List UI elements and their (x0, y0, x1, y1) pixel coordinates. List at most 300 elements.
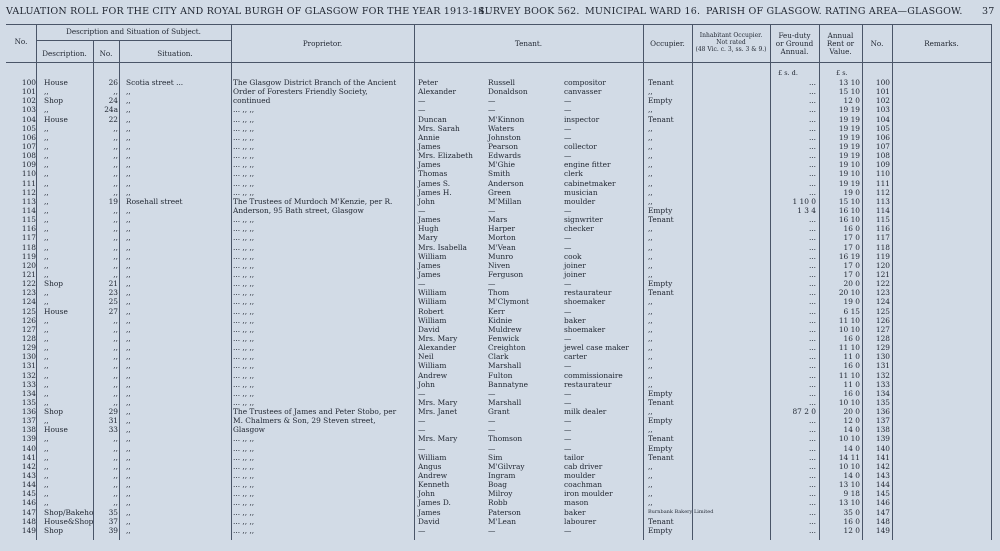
tenant-occupation: restaurateur (564, 288, 612, 298)
row-number-right: 100 (875, 78, 890, 87)
street-number: ,, (113, 151, 118, 161)
feu-duty: ... (808, 315, 816, 325)
tenant-occupation: compositor (564, 78, 606, 87)
tenant-surname: Green (488, 187, 511, 197)
tenant-first-name: Duncan (418, 114, 447, 124)
table-row (6, 416, 992, 425)
row-number-right: 142 (875, 461, 890, 471)
municipal-ward: MUNICIPAL WARD 16. (585, 6, 701, 17)
street-number: ,, (113, 215, 118, 225)
row-number: 117 (21, 233, 36, 243)
table-row (6, 179, 992, 188)
row-number: 138 (21, 425, 36, 435)
row-number-right: 121 (875, 269, 890, 279)
description: House (44, 114, 68, 124)
row-number: 110 (21, 169, 36, 179)
description: ,, (44, 132, 49, 142)
annual-rent: 13 10 (838, 480, 860, 490)
feu-duty: ... (808, 224, 816, 234)
table-row (6, 389, 992, 398)
feu-duty: ... (808, 96, 816, 106)
description: House (44, 306, 68, 316)
tenant-first-name: James (418, 141, 441, 151)
tenant-surname: M'Kinnon (488, 114, 525, 124)
feu-duty: ... (808, 288, 816, 298)
feu-duty: ... (808, 434, 816, 444)
tenant-occupation: — (564, 434, 572, 444)
col-description: Description. (42, 49, 87, 58)
situation: ,, (126, 105, 131, 115)
feu-duty: ... (808, 141, 816, 151)
feu-duty: ... (808, 379, 816, 389)
proprietor: ... ,, ,, (233, 233, 255, 243)
tenant-first-name: Mrs. Isabella (418, 242, 467, 252)
table-row (6, 96, 992, 105)
occupier: ,, (648, 132, 653, 142)
tenant-surname: Thomson (488, 434, 523, 444)
tenant-occupation: — (564, 151, 572, 161)
annual-rent: 19 19 (838, 114, 860, 124)
annual-rent: 17 0 (843, 233, 860, 243)
survey-book: SURVEY BOOK 562. (478, 6, 580, 17)
tenant-first-name: James (418, 260, 441, 270)
tenant-first-name: Mrs. Elizabeth (418, 151, 473, 161)
tenant-surname: Boag (488, 480, 508, 490)
tenant-occupation: — (564, 333, 572, 343)
tenant-first-name: John (418, 489, 435, 499)
tenant-surname: Kidnie (488, 315, 513, 325)
description: ,, (44, 169, 49, 179)
row-number: 132 (21, 370, 36, 380)
street-number: 31 (108, 416, 118, 426)
proprietor: ... ,, ,, (233, 114, 255, 124)
row-number: 139 (21, 434, 36, 444)
situation: ,, (126, 87, 131, 97)
street-number: ,, (113, 233, 118, 243)
feu-duty: ... (808, 516, 816, 526)
col-proprietor: Proprietor. (302, 39, 343, 48)
situation: ,, (126, 507, 131, 517)
table-row (6, 160, 992, 169)
table-row (6, 508, 992, 517)
table-row (6, 398, 992, 407)
table-row (6, 480, 992, 489)
tenant-first-name: Alexander (418, 87, 457, 97)
description: ,, (44, 324, 49, 334)
tenant-first-name: James (418, 507, 441, 517)
situation: ,, (126, 324, 131, 334)
occupier: ,, (648, 141, 653, 151)
annual-rent: 19 10 (838, 169, 860, 179)
row-number: 108 (21, 151, 36, 161)
feu-duty: ... (808, 507, 816, 517)
annual-rent: 19 19 (838, 178, 860, 188)
table-row (6, 526, 992, 535)
tenant-surname: Edwards (488, 151, 521, 161)
annual-rent: 15 10 (838, 196, 860, 206)
description: ,, (44, 471, 49, 481)
tenant-surname: Fenwick (488, 333, 520, 343)
tenant-surname: Kerr (488, 306, 505, 316)
street-number: ,, (113, 224, 118, 234)
annual-rent: 12 0 (843, 525, 860, 535)
proprietor: ... ,, ,, (233, 132, 255, 142)
occupier: ,, (648, 480, 653, 490)
row-number: 130 (21, 352, 36, 362)
tenant-occupation: cabinetmaker (564, 178, 616, 188)
tenant-occupation: baker (564, 507, 586, 517)
proprietor: ... ,, ,, (233, 388, 255, 398)
proprietor: ... ,, ,, (233, 260, 255, 270)
col-rent-line2: Rent or (826, 39, 855, 48)
feu-duty: ... (808, 215, 816, 225)
table-row (6, 334, 992, 343)
tenant-surname: Muldrew (488, 324, 522, 334)
description: ,, (44, 498, 49, 508)
tenant-occupation: — (564, 425, 572, 435)
proprietor: ... ,, ,, (233, 187, 255, 197)
occupier: ,, (648, 315, 653, 325)
tenant-surname: Mars (488, 215, 508, 225)
tenant-occupation: checker (564, 224, 594, 234)
tenant-surname: Niven (488, 260, 511, 270)
feu-duty: ... (808, 169, 816, 179)
feu-duty: ... (808, 87, 816, 97)
tenant-surname: Robb (488, 498, 508, 508)
tenant-first-name: Mrs. Sarah (418, 123, 460, 133)
tenant-occupation: coachman (564, 480, 603, 490)
proprietor: ... ,, ,, (233, 352, 255, 362)
proprietor: ... ,, ,, (233, 370, 255, 380)
street-number: ,, (113, 160, 118, 170)
proprietor: ... ,, ,, (233, 178, 255, 188)
row-number: 142 (21, 461, 36, 471)
annual-rent: 11 0 (843, 352, 860, 362)
street-number: ,, (113, 434, 118, 444)
tenant-first-name: James H. (418, 187, 452, 197)
street-number: 22 (108, 114, 118, 124)
description: Shop (44, 279, 64, 289)
row-number-right: 139 (875, 434, 890, 444)
row-number: 105 (21, 123, 36, 133)
annual-rent: 11 0 (843, 379, 860, 389)
annual-rent: 16 0 (843, 333, 860, 343)
tenant-first-name: Neil (418, 352, 434, 362)
proprietor: ... ,, ,, (233, 333, 255, 343)
feu-duty: ... (808, 525, 816, 535)
row-number: 107 (21, 141, 36, 151)
row-number-right: 111 (875, 178, 890, 188)
annual-rent: 16 19 (838, 251, 860, 261)
row-number: 143 (21, 471, 36, 481)
table-row (6, 453, 992, 462)
situation: ,, (126, 306, 131, 316)
table-row (6, 169, 992, 178)
street-number: ,, (113, 480, 118, 490)
col-inhabitant-line1: Inhabitant Occupier. (699, 32, 763, 39)
occupier: ,, (648, 324, 653, 334)
annual-rent: 17 0 (843, 269, 860, 279)
description: ,, (44, 352, 49, 362)
row-number-right: 101 (875, 87, 890, 97)
feu-duty: ... (808, 123, 816, 133)
situation: ,, (126, 151, 131, 161)
annual-rent: 19 10 (838, 160, 860, 170)
tenant-first-name: — (418, 279, 426, 289)
occupier: ,, (648, 87, 653, 97)
occupier: Tenant (648, 288, 674, 298)
feu-duty: ... (808, 324, 816, 334)
street-number: ,, (113, 333, 118, 343)
row-number: 137 (21, 416, 36, 426)
row-number-right: 145 (875, 489, 890, 499)
situation: ,, (126, 425, 131, 435)
street-number: ,, (113, 471, 118, 481)
tenant-first-name: William (418, 315, 447, 325)
description: ,, (44, 480, 49, 490)
tenant-surname: — (488, 525, 496, 535)
row-number: 109 (21, 160, 36, 170)
row-number: 147 (21, 507, 36, 517)
situation: ,, (126, 141, 131, 151)
description: ,, (44, 187, 49, 197)
description: ,, (44, 288, 49, 298)
row-number: 124 (21, 297, 36, 307)
proprietor: ... ,, ,, (233, 224, 255, 234)
row-number-right: 143 (875, 471, 890, 481)
street-number: 23 (108, 288, 118, 298)
table-row (6, 325, 992, 334)
tenant-first-name: — (418, 525, 426, 535)
tenant-first-name: James D. (418, 498, 451, 508)
street-number: ,, (113, 361, 118, 371)
row-number-right: 144 (875, 480, 890, 490)
annual-rent: 35 0 (843, 507, 860, 517)
annual-rent: 14 0 (843, 443, 860, 453)
feu-duty: ... (808, 269, 816, 279)
table-row (6, 307, 992, 316)
tenant-first-name: — (418, 443, 426, 453)
annual-rent: 19 0 (843, 297, 860, 307)
feu-duty: ... (808, 279, 816, 289)
row-number-right: 146 (875, 498, 890, 508)
row-number: 120 (21, 260, 36, 270)
annual-rent: 13 10 (838, 78, 860, 87)
tenant-occupation: carter (564, 352, 587, 362)
street-number: 24 (108, 96, 118, 106)
rating-area: RATING AREA—GLASGOW. (825, 6, 963, 17)
tenant-first-name: David (418, 324, 440, 334)
tenant-occupation: iron moulder (564, 489, 613, 499)
situation: ,, (126, 169, 131, 179)
situation: ,, (126, 416, 131, 426)
description: House&Shop (44, 516, 94, 526)
row-number-right: 116 (875, 224, 890, 234)
situation: ,, (126, 279, 131, 289)
occupier: ,, (648, 297, 653, 307)
occupier: Tenant (648, 434, 674, 444)
row-number: 136 (21, 407, 36, 417)
tenant-surname: — (488, 443, 496, 453)
description: ,, (44, 141, 49, 151)
table-row (6, 252, 992, 261)
tenant-occupation: — (564, 96, 572, 106)
tenant-first-name: William (418, 297, 447, 307)
row-number: 104 (21, 114, 36, 124)
description: ,, (44, 260, 49, 270)
proprietor: ... ,, ,, (233, 242, 255, 252)
row-number: 113 (21, 196, 36, 206)
street-number: ,, (113, 269, 118, 279)
situation: Scotia street ... (126, 78, 184, 87)
street-number: 27 (108, 306, 118, 316)
street-number: 39 (108, 525, 118, 535)
proprietor: ... ,, ,, (233, 498, 255, 508)
occupier: ,, (648, 242, 653, 252)
annual-rent: 16 0 (843, 388, 860, 398)
occupier: ,, (648, 461, 653, 471)
row-number: 133 (21, 379, 36, 389)
tenant-occupation: tailor (564, 452, 585, 462)
tenant-surname: Morton (488, 233, 516, 243)
street-number: ,, (113, 343, 118, 353)
parish: PARISH OF GLASGOW. (706, 6, 822, 17)
row-number: 145 (21, 489, 36, 499)
tenant-occupation: — (564, 416, 572, 426)
tenant-surname: — (488, 416, 496, 426)
tenant-surname: Ferguson (488, 269, 524, 279)
tenant-surname: Anderson (488, 178, 524, 188)
tenant-first-name: John (418, 196, 435, 206)
row-number: 128 (21, 333, 36, 343)
row-number-right: 106 (875, 132, 890, 142)
col-remarks: Remarks. (924, 39, 959, 48)
annual-rent: 10 10 (838, 434, 860, 444)
situation: ,, (126, 370, 131, 380)
annual-rent: 9 18 (843, 489, 860, 499)
occupier: Empty (648, 525, 673, 535)
description: Shop/Bakeho (44, 507, 94, 517)
situation: ,, (126, 315, 131, 325)
street-number: 24a (104, 105, 118, 115)
street-number: 19 (108, 196, 118, 206)
proprietor: ... ,, ,, (233, 324, 255, 334)
proprietor: ... ,, ,, (233, 343, 255, 353)
row-number: 100 (21, 78, 36, 87)
col-num: No. (99, 49, 113, 58)
tenant-occupation: jewel case maker (564, 343, 629, 353)
feu-duty: ... (808, 187, 816, 197)
street-number: ,, (113, 379, 118, 389)
tenant-surname: Johnston (488, 132, 521, 142)
tenant-occupation: canvasser (564, 87, 602, 97)
street-number: 25 (108, 297, 118, 307)
tenant-first-name: Alexander (418, 343, 457, 353)
proprietor: ... ,, ,, (233, 461, 255, 471)
proprietor: ... ,, ,, (233, 160, 255, 170)
page-number: 37 (982, 6, 995, 17)
occupier: Burnbank Bakery Limited (648, 508, 714, 515)
feu-duty: ... (808, 78, 816, 87)
col-situation: Situation. (157, 49, 193, 58)
annual-rent: 6 15 (843, 306, 860, 316)
description: ,, (44, 397, 49, 407)
row-number-right: 131 (875, 361, 890, 371)
situation: ,, (126, 260, 131, 270)
row-number-right: 118 (875, 242, 890, 252)
tenant-surname: Marshall (488, 397, 522, 407)
situation: ,, (126, 434, 131, 444)
proprietor: ... ,, ,, (233, 169, 255, 179)
feu-duty: ... (808, 425, 816, 435)
occupier: ,, (648, 260, 653, 270)
description: ,, (44, 361, 49, 371)
tenant-occupation: — (564, 397, 572, 407)
row-number: 118 (21, 242, 36, 252)
situation: ,, (126, 178, 131, 188)
tenant-first-name: James (418, 269, 441, 279)
description: ,, (44, 160, 49, 170)
feu-duty: ... (808, 297, 816, 307)
situation: ,, (126, 525, 131, 535)
row-number-right: 104 (875, 114, 890, 124)
col-feu-line2: or Ground (775, 39, 814, 48)
street-number: ,, (113, 187, 118, 197)
description: ,, (44, 233, 49, 243)
tenant-first-name: William (418, 251, 447, 261)
tenant-surname: Fulton (488, 370, 513, 380)
occupier: ,, (648, 233, 653, 243)
table-row (6, 142, 992, 151)
feu-duty: ... (808, 471, 816, 481)
table-row (6, 133, 992, 142)
row-number-right: 124 (875, 297, 890, 307)
col-inhabitant-line2: Not rated (716, 39, 746, 46)
tenant-first-name: James S. (418, 178, 451, 188)
street-number: ,, (113, 489, 118, 499)
row-number-right: 105 (875, 123, 890, 133)
description: Shop (44, 96, 64, 106)
table-row (6, 215, 992, 224)
situation: ,, (126, 205, 131, 215)
situation: ,, (126, 516, 131, 526)
situation: ,, (126, 233, 131, 243)
description: ,, (44, 343, 49, 353)
tenant-occupation: collector (564, 141, 597, 151)
annual-rent: 10 10 (838, 397, 860, 407)
table-row (6, 498, 992, 507)
situation: ,, (126, 498, 131, 508)
tenant-first-name: Kenneth (418, 480, 450, 490)
page-header (0, 0, 1000, 22)
tenant-occupation: — (564, 388, 572, 398)
annual-rent: 15 10 (838, 87, 860, 97)
description: ,, (44, 105, 49, 115)
annual-rent: 11 10 (838, 315, 860, 325)
situation: ,, (126, 288, 131, 298)
annual-rent: 12 0 (843, 416, 860, 426)
proprietor: The Trustees of Murdoch M'Kenzie, per R. (233, 196, 393, 206)
tenant-first-name: — (418, 425, 426, 435)
row-number: 112 (21, 187, 36, 197)
row-number: 115 (21, 215, 36, 225)
tenant-first-name: — (418, 205, 426, 215)
row-number-right: 138 (875, 425, 890, 435)
tenant-occupation: — (564, 233, 572, 243)
row-number-right: 114 (875, 205, 890, 215)
row-number: 131 (21, 361, 36, 371)
occupier: ,, (648, 196, 653, 206)
